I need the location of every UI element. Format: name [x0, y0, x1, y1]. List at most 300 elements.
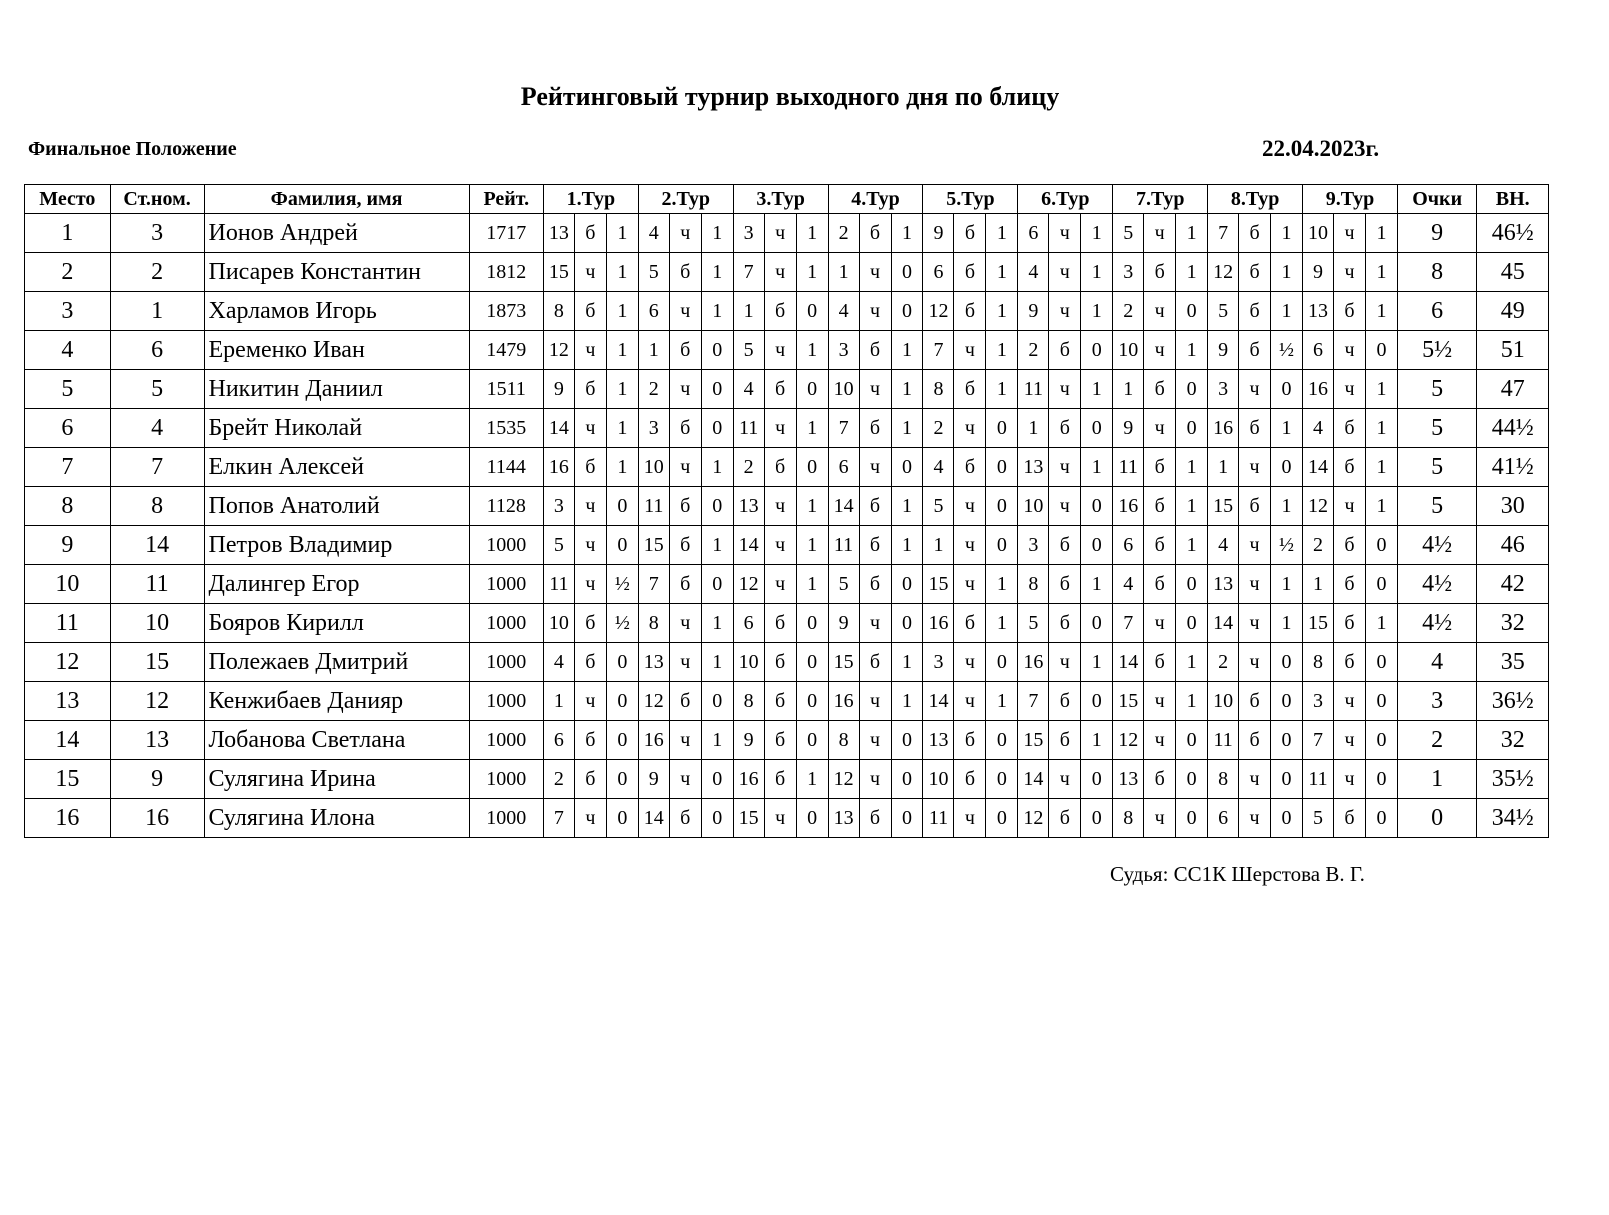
start-number-cell: 6 [110, 331, 204, 370]
round-result-cell: 0 [796, 604, 828, 643]
round-color-cell: б [574, 643, 606, 682]
rating-cell: 1000 [469, 604, 543, 643]
round-opponent-cell: 5 [923, 487, 954, 526]
round-opponent-cell: 1 [828, 253, 859, 292]
table-row [25, 682, 1549, 721]
round-result-cell: 0 [891, 292, 923, 331]
round-opponent-cell: 11 [638, 487, 669, 526]
round-opponent-cell: 4 [733, 370, 764, 409]
round-opponent-cell: 9 [1113, 409, 1144, 448]
points-cell: 6 [1397, 292, 1476, 331]
round-result-cell: 0 [891, 565, 923, 604]
header-name: Фамилия, имя [204, 185, 469, 214]
round-opponent-cell: 12 [1113, 721, 1144, 760]
round-opponent-cell: 10 [1018, 487, 1049, 526]
round-result-cell: 0 [1271, 370, 1303, 409]
round-result-cell: 1 [1176, 487, 1208, 526]
round-opponent-cell: 16 [733, 760, 764, 799]
round-color-cell: ч [1049, 448, 1081, 487]
place-cell: 2 [25, 253, 111, 292]
round-color-cell: ч [1144, 721, 1176, 760]
round-result-cell: 0 [1365, 682, 1397, 721]
round-result-cell: 1 [1365, 253, 1397, 292]
round-result-cell: 1 [1081, 565, 1113, 604]
round-opponent-cell: 2 [1018, 331, 1049, 370]
round-opponent-cell: 16 [1018, 643, 1049, 682]
round-color-cell: ч [954, 526, 986, 565]
points-cell: 4½ [1397, 604, 1476, 643]
round-result-cell: 1 [606, 214, 638, 253]
round-color-cell: б [1239, 214, 1271, 253]
round-result-cell: 1 [1176, 448, 1208, 487]
round-opponent-cell: 6 [1113, 526, 1144, 565]
round-opponent-cell: 6 [543, 721, 574, 760]
round-color-cell: б [574, 370, 606, 409]
round-opponent-cell: 1 [638, 331, 669, 370]
round-result-cell: 0 [1081, 760, 1113, 799]
round-color-cell: ч [1144, 409, 1176, 448]
table-row [25, 487, 1549, 526]
document-title: Рейтинговый турнир выходного дня по блицу [520, 82, 1060, 111]
round-opponent-cell: 16 [1303, 370, 1334, 409]
round-result-cell: 1 [606, 331, 638, 370]
table-row [25, 331, 1549, 370]
round-opponent-cell: 8 [1208, 760, 1239, 799]
round-opponent-cell: 8 [828, 721, 859, 760]
player-name-cell: Брейт Николай [204, 409, 469, 448]
round-color-cell: ч [954, 331, 986, 370]
round-result-cell: 1 [1365, 292, 1397, 331]
round-result-cell: 1 [1081, 643, 1113, 682]
round-opponent-cell: 15 [828, 643, 859, 682]
round-opponent-cell: 10 [1113, 331, 1144, 370]
round-opponent-cell: 12 [1208, 253, 1239, 292]
round-opponent-cell: 13 [1018, 448, 1049, 487]
round-result-cell: 1 [796, 760, 828, 799]
round-opponent-cell: 8 [1113, 799, 1144, 838]
round-color-cell: ч [669, 448, 701, 487]
round-result-cell: ½ [1271, 331, 1303, 370]
tiebreak-cell: 47 [1477, 370, 1549, 409]
round-opponent-cell: 9 [543, 370, 574, 409]
round-opponent-cell: 6 [733, 604, 764, 643]
round-result-cell: 1 [796, 487, 828, 526]
round-opponent-cell: 15 [733, 799, 764, 838]
points-cell: 3 [1397, 682, 1476, 721]
round-result-cell: 1 [701, 253, 733, 292]
round-color-cell: б [859, 799, 891, 838]
player-name-cell: Бояров Кирилл [204, 604, 469, 643]
start-number-cell: 14 [110, 526, 204, 565]
round-color-cell: б [859, 526, 891, 565]
header-row [25, 185, 1549, 214]
round-result-cell: 1 [1081, 292, 1113, 331]
round-result-cell: 0 [986, 526, 1018, 565]
round-color-cell: ч [1333, 331, 1365, 370]
round-color-cell: ч [954, 643, 986, 682]
rating-cell: 1000 [469, 760, 543, 799]
round-result-cell: 1 [796, 331, 828, 370]
round-color-cell: ч [954, 565, 986, 604]
round-result-cell: 0 [796, 448, 828, 487]
round-result-cell: 1 [891, 526, 923, 565]
round-opponent-cell: 9 [828, 604, 859, 643]
round-color-cell: б [1333, 409, 1365, 448]
round-color-cell: б [1333, 799, 1365, 838]
round-opponent-cell: 12 [638, 682, 669, 721]
round-color-cell: б [1144, 370, 1176, 409]
round-color-cell: б [764, 292, 796, 331]
round-result-cell: 1 [1271, 292, 1303, 331]
round-result-cell: 0 [1081, 331, 1113, 370]
round-opponent-cell: 10 [1208, 682, 1239, 721]
round-color-cell: б [954, 292, 986, 331]
round-result-cell: 0 [701, 760, 733, 799]
round-result-cell: 1 [701, 721, 733, 760]
round-result-cell: 1 [606, 292, 638, 331]
round-color-cell: б [574, 214, 606, 253]
round-color-cell: ч [574, 487, 606, 526]
round-result-cell: 1 [891, 370, 923, 409]
round-opponent-cell: 14 [543, 409, 574, 448]
start-number-cell: 16 [110, 799, 204, 838]
round-opponent-cell: 4 [923, 448, 954, 487]
player-name-cell: Писарев Константин [204, 253, 469, 292]
round-opponent-cell: 13 [828, 799, 859, 838]
place-cell: 4 [25, 331, 111, 370]
table-row [25, 760, 1549, 799]
round-color-cell: ч [1144, 682, 1176, 721]
round-opponent-cell: 6 [1303, 331, 1334, 370]
player-name-cell: Сулягина Ирина [204, 760, 469, 799]
round-opponent-cell: 8 [543, 292, 574, 331]
round-result-cell: 0 [986, 721, 1018, 760]
round-opponent-cell: 7 [1113, 604, 1144, 643]
round-color-cell: б [1144, 760, 1176, 799]
round-opponent-cell: 11 [1018, 370, 1049, 409]
rating-cell: 1717 [469, 214, 543, 253]
round-result-cell: 0 [1081, 526, 1113, 565]
header-round: 1.Тур [543, 185, 638, 214]
header-round: 2.Тур [638, 185, 733, 214]
round-result-cell: 0 [891, 253, 923, 292]
round-opponent-cell: 3 [1018, 526, 1049, 565]
round-opponent-cell: 4 [828, 292, 859, 331]
round-color-cell: ч [1049, 760, 1081, 799]
round-result-cell: 1 [891, 682, 923, 721]
round-color-cell: б [1049, 604, 1081, 643]
round-color-cell: б [764, 682, 796, 721]
round-color-cell: ч [1049, 643, 1081, 682]
round-color-cell: ч [859, 604, 891, 643]
tiebreak-cell: 51 [1477, 331, 1549, 370]
round-opponent-cell: 14 [733, 526, 764, 565]
round-color-cell: ч [574, 409, 606, 448]
place-cell: 10 [25, 565, 111, 604]
round-result-cell: 1 [891, 643, 923, 682]
round-color-cell: ч [859, 292, 891, 331]
round-result-cell: 1 [1271, 604, 1303, 643]
points-cell: 5½ [1397, 331, 1476, 370]
player-name-cell: Лобанова Светлана [204, 721, 469, 760]
round-color-cell: ч [764, 214, 796, 253]
round-result-cell: 1 [1176, 331, 1208, 370]
rating-cell: 1873 [469, 292, 543, 331]
round-color-cell: б [954, 370, 986, 409]
round-result-cell: 1 [891, 331, 923, 370]
tiebreak-cell: 32 [1477, 604, 1549, 643]
round-opponent-cell: 1 [1018, 409, 1049, 448]
round-color-cell: ч [1333, 682, 1365, 721]
round-opponent-cell: 9 [923, 214, 954, 253]
table-row [25, 253, 1549, 292]
place-cell: 6 [25, 409, 111, 448]
round-color-cell: б [859, 331, 891, 370]
round-opponent-cell: 16 [828, 682, 859, 721]
round-result-cell: 0 [1176, 409, 1208, 448]
round-result-cell: 1 [1365, 370, 1397, 409]
round-opponent-cell: 15 [1018, 721, 1049, 760]
round-color-cell: б [669, 799, 701, 838]
round-result-cell: 0 [1271, 721, 1303, 760]
round-color-cell: б [669, 331, 701, 370]
place-cell: 9 [25, 526, 111, 565]
round-result-cell: 0 [796, 682, 828, 721]
round-result-cell: ½ [1271, 526, 1303, 565]
round-opponent-cell: 15 [1303, 604, 1334, 643]
round-opponent-cell: 4 [638, 214, 669, 253]
start-number-cell: 13 [110, 721, 204, 760]
round-color-cell: ч [574, 253, 606, 292]
round-opponent-cell: 6 [828, 448, 859, 487]
round-result-cell: 1 [701, 448, 733, 487]
rating-cell: 1000 [469, 643, 543, 682]
round-opponent-cell: 10 [828, 370, 859, 409]
points-cell: 4½ [1397, 565, 1476, 604]
round-color-cell: б [954, 760, 986, 799]
round-result-cell: 1 [701, 643, 733, 682]
round-result-cell: 0 [1365, 760, 1397, 799]
round-color-cell: б [1333, 448, 1365, 487]
round-color-cell: б [669, 487, 701, 526]
round-color-cell: ч [669, 370, 701, 409]
round-result-cell: 0 [606, 643, 638, 682]
round-result-cell: 1 [986, 565, 1018, 604]
standings-table [24, 184, 1549, 838]
round-result-cell: 0 [606, 760, 638, 799]
round-opponent-cell: 5 [1018, 604, 1049, 643]
round-color-cell: ч [764, 799, 796, 838]
player-name-cell: Далингер Егор [204, 565, 469, 604]
round-opponent-cell: 3 [543, 487, 574, 526]
round-opponent-cell: 14 [1018, 760, 1049, 799]
round-opponent-cell: 14 [638, 799, 669, 838]
round-opponent-cell: 6 [1018, 214, 1049, 253]
header-round: 6.Тур [1018, 185, 1113, 214]
round-result-cell: 1 [986, 253, 1018, 292]
round-color-cell: ч [1333, 214, 1365, 253]
round-opponent-cell: 11 [733, 409, 764, 448]
round-result-cell: 0 [986, 760, 1018, 799]
round-color-cell: ч [764, 526, 796, 565]
round-color-cell: б [1144, 565, 1176, 604]
round-opponent-cell: 10 [923, 760, 954, 799]
round-result-cell: 1 [1176, 214, 1208, 253]
round-opponent-cell: 16 [543, 448, 574, 487]
round-result-cell: 1 [1271, 214, 1303, 253]
standings-body [25, 214, 1549, 838]
round-result-cell: 0 [1271, 682, 1303, 721]
round-result-cell: 1 [606, 409, 638, 448]
round-result-cell: 1 [1081, 214, 1113, 253]
place-cell: 5 [25, 370, 111, 409]
round-result-cell: 0 [1365, 721, 1397, 760]
round-color-cell: б [764, 760, 796, 799]
round-opponent-cell: 6 [1208, 799, 1239, 838]
start-number-cell: 3 [110, 214, 204, 253]
round-opponent-cell: 15 [1113, 682, 1144, 721]
round-color-cell: б [1144, 526, 1176, 565]
round-opponent-cell: 12 [1303, 487, 1334, 526]
round-opponent-cell: 12 [1018, 799, 1049, 838]
rating-cell: 1144 [469, 448, 543, 487]
round-color-cell: ч [859, 448, 891, 487]
round-opponent-cell: 2 [1303, 526, 1334, 565]
round-color-cell: б [669, 526, 701, 565]
round-result-cell: 1 [891, 487, 923, 526]
header-round: 9.Тур [1303, 185, 1398, 214]
points-cell: 1 [1397, 760, 1476, 799]
round-color-cell: ч [1239, 370, 1271, 409]
round-result-cell: 1 [1271, 409, 1303, 448]
table-row [25, 292, 1549, 331]
round-color-cell: ч [859, 682, 891, 721]
round-color-cell: ч [1049, 214, 1081, 253]
round-color-cell: б [764, 370, 796, 409]
round-color-cell: б [1049, 409, 1081, 448]
round-opponent-cell: 9 [733, 721, 764, 760]
round-result-cell: 0 [986, 409, 1018, 448]
round-opponent-cell: 1 [1113, 370, 1144, 409]
round-opponent-cell: 1 [543, 682, 574, 721]
round-color-cell: ч [574, 682, 606, 721]
round-result-cell: 0 [701, 682, 733, 721]
round-result-cell: 0 [1081, 409, 1113, 448]
round-color-cell: б [1049, 682, 1081, 721]
round-result-cell: 0 [1176, 292, 1208, 331]
player-name-cell: Попов Анатолий [204, 487, 469, 526]
round-result-cell: 0 [701, 331, 733, 370]
round-opponent-cell: 3 [828, 331, 859, 370]
table-row [25, 448, 1549, 487]
round-opponent-cell: 13 [1113, 760, 1144, 799]
round-color-cell: б [954, 253, 986, 292]
start-number-cell: 7 [110, 448, 204, 487]
start-number-cell: 8 [110, 487, 204, 526]
points-cell: 5 [1397, 409, 1476, 448]
tiebreak-cell: 35 [1477, 643, 1549, 682]
round-opponent-cell: 9 [1018, 292, 1049, 331]
round-color-cell: ч [574, 526, 606, 565]
round-result-cell: 0 [796, 799, 828, 838]
round-result-cell: 0 [1081, 682, 1113, 721]
round-color-cell: ч [1333, 487, 1365, 526]
round-result-cell: 0 [1176, 799, 1208, 838]
player-name-cell: Сулягина Илона [204, 799, 469, 838]
round-color-cell: б [669, 253, 701, 292]
round-result-cell: 1 [701, 292, 733, 331]
round-opponent-cell: 16 [1208, 409, 1239, 448]
round-color-cell: б [954, 214, 986, 253]
round-opponent-cell: 2 [1113, 292, 1144, 331]
round-opponent-cell: 11 [1208, 721, 1239, 760]
round-color-cell: б [1333, 604, 1365, 643]
round-result-cell: 0 [701, 370, 733, 409]
round-opponent-cell: 8 [923, 370, 954, 409]
round-opponent-cell: 2 [828, 214, 859, 253]
round-opponent-cell: 7 [923, 331, 954, 370]
round-color-cell: б [764, 721, 796, 760]
round-opponent-cell: 5 [638, 253, 669, 292]
header-round: 8.Тур [1208, 185, 1303, 214]
rating-cell: 1511 [469, 370, 543, 409]
round-opponent-cell: 12 [828, 760, 859, 799]
round-opponent-cell: 14 [1113, 643, 1144, 682]
round-color-cell: ч [669, 292, 701, 331]
round-result-cell: 1 [796, 214, 828, 253]
round-result-cell: 0 [1365, 331, 1397, 370]
round-opponent-cell: 4 [1208, 526, 1239, 565]
round-result-cell: 1 [986, 214, 1018, 253]
tiebreak-cell: 34½ [1477, 799, 1549, 838]
round-opponent-cell: 2 [638, 370, 669, 409]
round-opponent-cell: 2 [733, 448, 764, 487]
round-opponent-cell: 8 [1303, 643, 1334, 682]
round-opponent-cell: 13 [1303, 292, 1334, 331]
round-result-cell: 1 [1176, 682, 1208, 721]
round-result-cell: 0 [1176, 370, 1208, 409]
round-color-cell: б [1239, 487, 1271, 526]
header-round: 4.Тур [828, 185, 923, 214]
round-result-cell: 0 [606, 721, 638, 760]
round-opponent-cell: 8 [638, 604, 669, 643]
header-points: Очки [1397, 185, 1476, 214]
tiebreak-cell: 46½ [1477, 214, 1549, 253]
round-color-cell: ч [859, 760, 891, 799]
round-result-cell: 0 [701, 799, 733, 838]
document-date: 22.04.2023г. [1262, 136, 1380, 161]
round-color-cell: б [1239, 292, 1271, 331]
round-result-cell: 1 [796, 565, 828, 604]
round-color-cell: ч [669, 214, 701, 253]
round-result-cell: 0 [891, 760, 923, 799]
round-color-cell: б [669, 409, 701, 448]
round-result-cell: 0 [606, 526, 638, 565]
place-cell: 14 [25, 721, 111, 760]
round-color-cell: б [1144, 643, 1176, 682]
round-opponent-cell: 3 [1113, 253, 1144, 292]
player-name-cell: Еременко Иван [204, 331, 469, 370]
round-opponent-cell: 9 [1208, 331, 1239, 370]
round-opponent-cell: 14 [828, 487, 859, 526]
round-opponent-cell: 16 [923, 604, 954, 643]
round-color-cell: ч [1333, 760, 1365, 799]
round-color-cell: ч [669, 760, 701, 799]
round-opponent-cell: 2 [1208, 643, 1239, 682]
header-round: 5.Тур [923, 185, 1018, 214]
round-opponent-cell: 11 [828, 526, 859, 565]
round-result-cell: 0 [1271, 643, 1303, 682]
